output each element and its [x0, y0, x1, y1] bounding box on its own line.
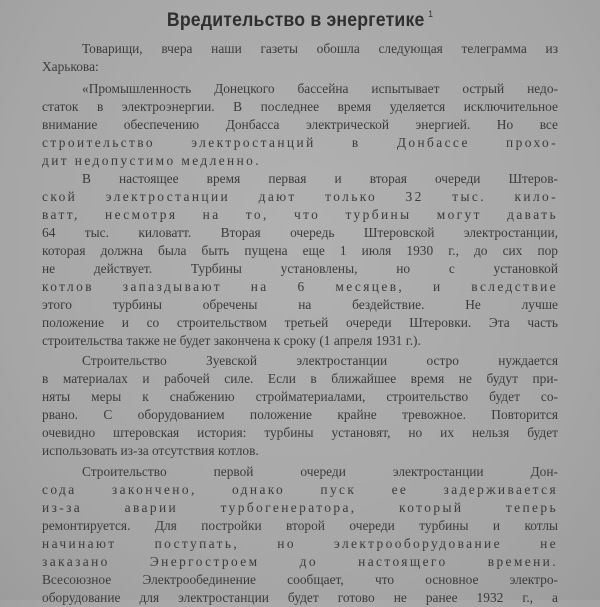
text-line: статок в электроэнергии. В последнее время уделяется исключительное [42, 99, 558, 114]
text-line: ской электростанции дают только 32 тыс. кило- [42, 189, 558, 204]
text-line: начинают поступать, но электрооборудование не [42, 536, 558, 551]
text-line: этого турбины обречены на бездействие. Не лучше [42, 297, 558, 312]
text-line: В настоящее время первая и вторая очереди Штеров- [82, 171, 558, 186]
text-line: 64 тыс. киловатт. Вторая очередь Штеровской электростанции, [42, 225, 558, 240]
text-line: заказано Энергостроем до настоящего времени. [42, 554, 558, 569]
text-line: Харькова: [42, 59, 99, 74]
text-line: строительство электростанций в Донбассе прохо- [42, 135, 558, 150]
text-line: положение и со строительством третьей очереди Штеровки. Эта часть [42, 315, 558, 330]
text-line: «Промышленность Донецкого бассейна испытывает острый недо- [82, 81, 558, 96]
text-line: использовать из-за отсутствия котлов. [42, 443, 259, 458]
text-line: ватт, несмотря на то, что турбины могут давать [42, 207, 558, 222]
text-line: строительства также не будет закончена к сроку (1 апреля 1931 г.). [42, 333, 421, 348]
text-line: очевидно штеровская история: турбины установят, но их нельзя будет [42, 425, 558, 440]
text-line: рвано. С оборудованием положение крайне тревожное. Повторится [42, 407, 558, 422]
text-line: из-за аварии турбогенератора, который теперь [42, 500, 558, 515]
title-text: Вредительство в энергетике [166, 10, 425, 31]
text-line: которая должна была быть пущена еще 1 июля 1930 г., до сих пор [42, 243, 558, 258]
text-line: Строительство Зуевской электростанции остро нуждается [82, 353, 558, 368]
page-title [60, 9, 540, 32]
text-line: оборудование для электростанции будет готово не ранее 1932 г., а [42, 590, 558, 605]
text-line: дит недопустимо медленно. [42, 153, 262, 168]
footnote-mark: 1 [428, 9, 434, 19]
text-line: не действует. Турбины установлены, но с установкой [42, 261, 558, 276]
text-line: Товарищи, вчера наши газеты обошла следующая телеграмма из [82, 41, 558, 56]
text-line: внимание обеспечению Донбасса электрической энергией. Но все [42, 117, 558, 132]
text-line: няты меры к снабжению стройматериалами, строительство будет со- [42, 389, 558, 404]
text-line: ремонтируется. Для постройки второй очереди турбины и котлы [42, 518, 558, 533]
text-line: Всесоюзное Электрообединение сообщает, что основное электро- [42, 572, 558, 587]
text-line: в материалах и рабочей силе. Если в ближайшее время не будут при- [42, 371, 558, 386]
text-line: Строительство первой очереди электростанции Дон- [82, 464, 558, 479]
text-line: сода закончено, однако пуск ее задерживается [42, 482, 558, 497]
text-line: котлов запаздывают на 6 месяцев, и вследствие [42, 279, 558, 294]
